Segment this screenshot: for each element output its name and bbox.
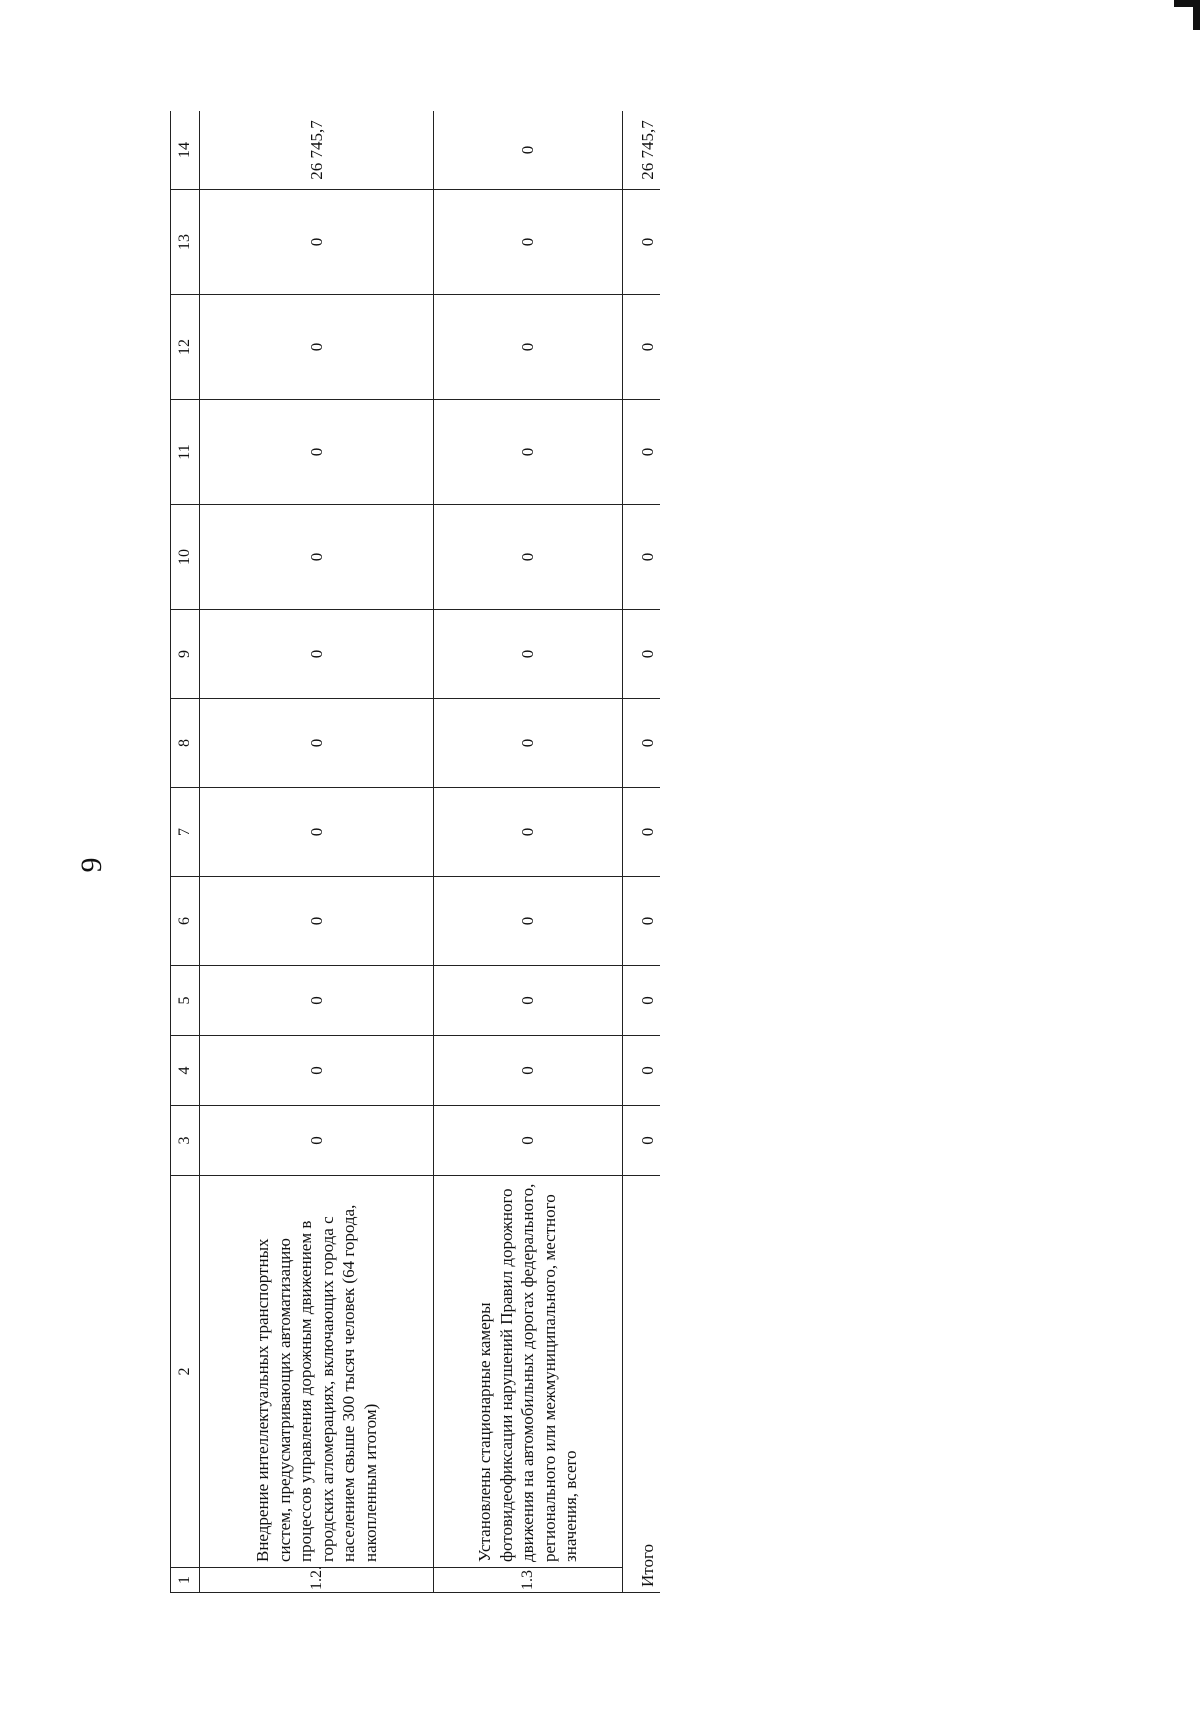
value-cell: 0: [200, 877, 434, 966]
value-cell: 0: [434, 788, 623, 877]
page-number: 9: [75, 857, 108, 873]
value-cell: 0: [434, 699, 623, 788]
header-cell: 10: [171, 505, 200, 610]
budget-table: [170, 111, 660, 1593]
header-cell: 4: [171, 1036, 200, 1106]
total-value-cell: 0: [623, 610, 661, 699]
row-number-cell: 1.2.: [200, 1568, 434, 1593]
total-value-cell: 0: [623, 190, 661, 295]
total-value-cell: 0: [623, 877, 661, 966]
header-cell: 12: [171, 295, 200, 400]
value-cell: 0: [200, 295, 434, 400]
rotated-table-content: [170, 111, 660, 1593]
total-value-cell: 0: [623, 1036, 661, 1106]
value-cell: 0: [200, 788, 434, 877]
table-total-row: [623, 111, 661, 1593]
header-cell: 9: [171, 610, 200, 699]
total-value-cell: 0: [623, 400, 661, 505]
header-cell: 2: [171, 1176, 200, 1568]
table-header-row: [171, 111, 200, 1593]
row-description-cell: Внедрение интеллектуальных транспортных систем, предусматривающих автоматизацию процессов управления дорожным движением в городских агломерациях, включающих города с населением свыше 300 тысяч человек (64 города, накопленным итогом): [200, 1176, 434, 1568]
total-value-cell: 0: [623, 788, 661, 877]
header-cell: 13: [171, 190, 200, 295]
value-cell: 0: [200, 610, 434, 699]
total-value-cell: 0: [623, 699, 661, 788]
value-cell: 26 745,7: [200, 111, 434, 190]
value-cell: 0: [434, 111, 623, 190]
header-cell: 3: [171, 1106, 200, 1176]
corner-registration-mark: [1174, 0, 1200, 30]
value-cell: 0: [200, 699, 434, 788]
table-row: [434, 111, 623, 1593]
value-cell: 0: [200, 505, 434, 610]
header-cell: 7: [171, 788, 200, 877]
total-value-cell: 0: [623, 1106, 661, 1176]
header-cell: 5: [171, 966, 200, 1036]
value-cell: 0: [434, 190, 623, 295]
row-number-cell: 1.3: [434, 1568, 623, 1593]
value-cell: 0: [200, 966, 434, 1036]
header-cell: 8: [171, 699, 200, 788]
value-cell: 0: [200, 1036, 434, 1106]
header-cell: 6: [171, 877, 200, 966]
header-cell: 1: [171, 1568, 200, 1593]
total-label-cell: Итого: [623, 1176, 661, 1593]
value-cell: 0: [434, 505, 623, 610]
value-cell: 0: [434, 1036, 623, 1106]
value-cell: 0: [200, 400, 434, 505]
value-cell: 0: [434, 1106, 623, 1176]
total-value-cell: 0: [623, 966, 661, 1036]
total-value-cell: 0: [623, 505, 661, 610]
total-value-cell: 26 745,7: [623, 111, 661, 190]
value-cell: 0: [200, 1106, 434, 1176]
value-cell: 0: [434, 610, 623, 699]
table-row: [200, 111, 434, 1593]
value-cell: 0: [200, 190, 434, 295]
value-cell: 0: [434, 295, 623, 400]
total-value-cell: 0: [623, 295, 661, 400]
header-cell: 11: [171, 400, 200, 505]
value-cell: 0: [434, 400, 623, 505]
header-cell: 14: [171, 111, 200, 190]
row-description-cell: Установлены стационарные камеры фотовидеофиксации нарушений Правил дорожного движения на автомобильных дорогах федерального, регионального или межмуниципального, местного значения, всего: [434, 1176, 623, 1568]
value-cell: 0: [434, 966, 623, 1036]
value-cell: 0: [434, 877, 623, 966]
rotated-table-frame: [170, 111, 660, 1593]
